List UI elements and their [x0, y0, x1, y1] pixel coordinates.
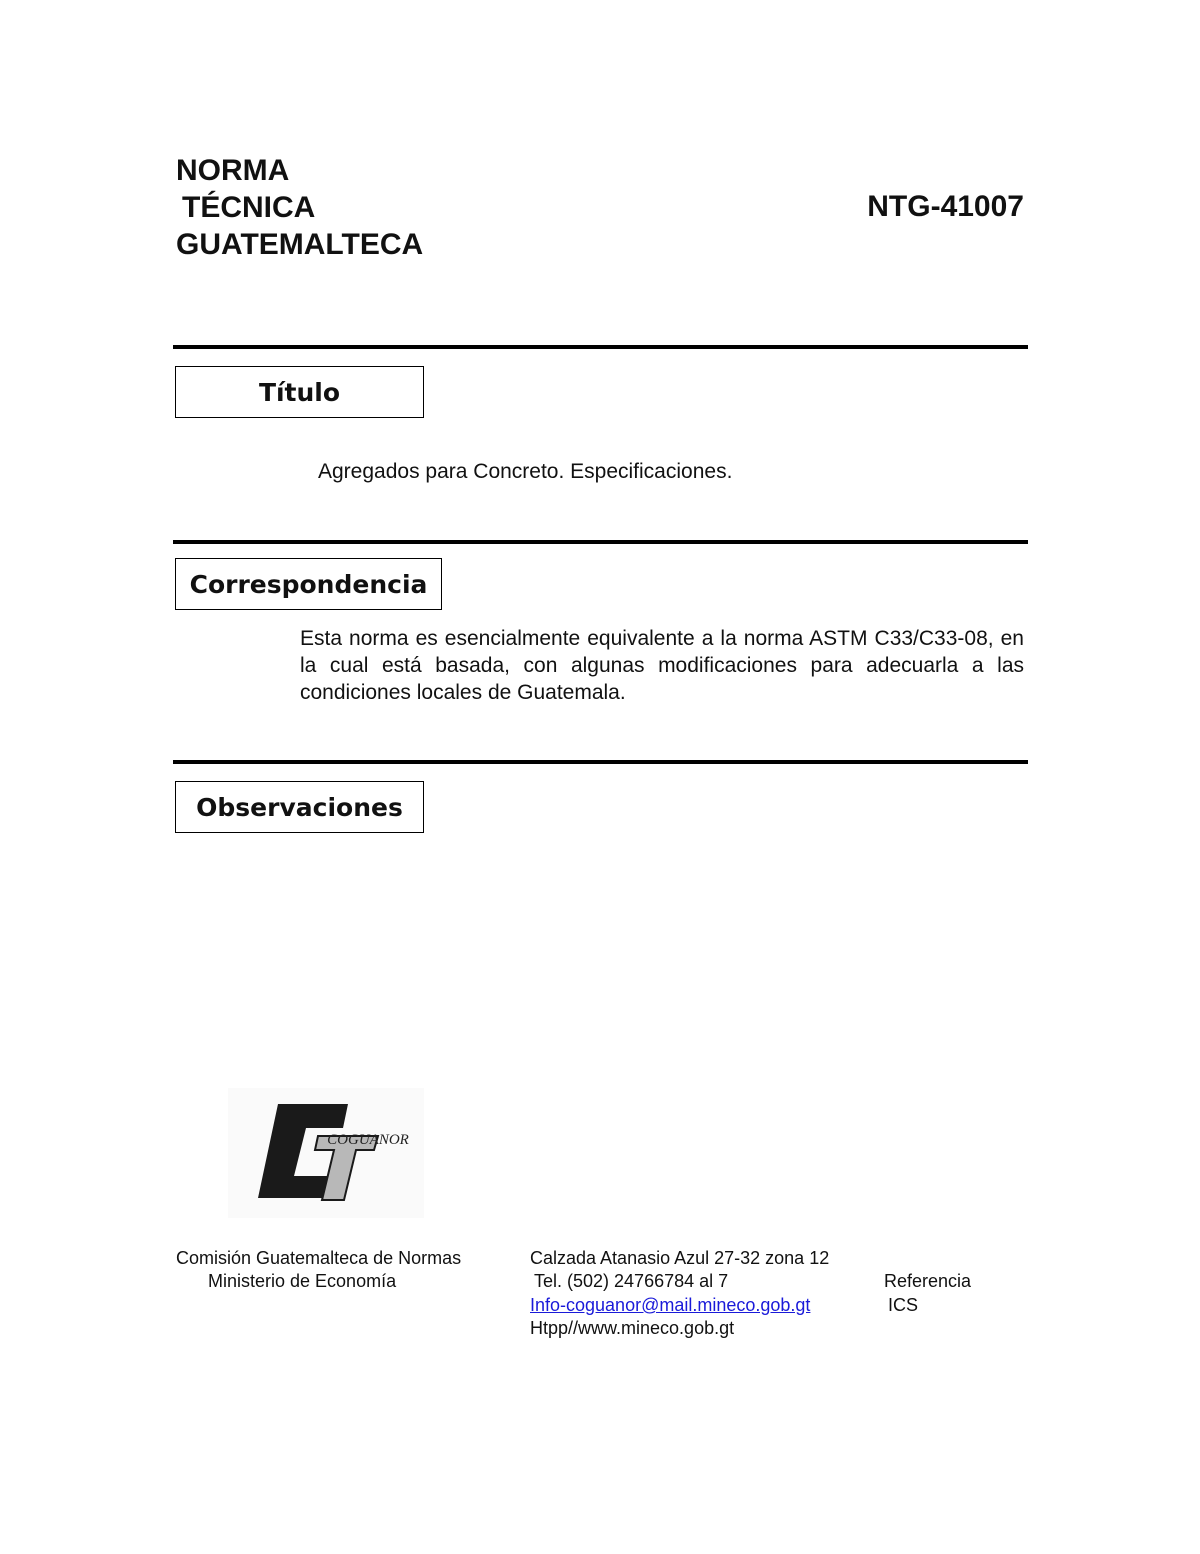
doc-type-line-3: GUATEMALTECA	[176, 228, 424, 261]
correspondencia-label: Correspondencia	[175, 558, 442, 610]
correspondencia-text: Esta norma es esencialmente equivalente a la norma ASTM C33/C33-08, en la cual está basada, con algunas modificaciones para adecuarla a las condiciones locales de Guatemala.	[300, 627, 1024, 704]
footer-website: Htpp//www.mineco.gob.gt	[530, 1318, 735, 1338]
doc-type-line-2: TÉCNICA	[182, 191, 316, 224]
logo-wordmark: COGUANOR	[327, 1132, 409, 1148]
doc-type-line-1: NORMA	[176, 154, 290, 187]
coguanor-logo	[228, 1088, 424, 1218]
divider	[173, 760, 1028, 764]
titulo-label: Título	[175, 366, 424, 418]
titulo-text: Agregados para Concreto. Especificaciones.	[318, 460, 733, 483]
footer-org-name: Comisión Guatemalteca de Normas	[176, 1248, 462, 1268]
footer-address: Calzada Atanasio Azul 27-32 zona 12	[530, 1248, 830, 1268]
observaciones-label: Observaciones	[175, 781, 424, 833]
footer-ics-label: ICS	[888, 1295, 919, 1315]
document-type-heading	[176, 152, 423, 263]
footer-ministry: Ministerio de Economía	[208, 1271, 397, 1291]
divider	[173, 540, 1028, 544]
divider	[173, 345, 1028, 349]
standard-code: NTG-41007	[867, 190, 1024, 223]
footer-reference-label: Referencia	[884, 1271, 972, 1291]
footer-phone: Tel. (502) 24766784 al 7	[534, 1271, 729, 1291]
footer-email-link[interactable]: Info-coguanor@mail.mineco.gob.gt	[530, 1295, 811, 1315]
